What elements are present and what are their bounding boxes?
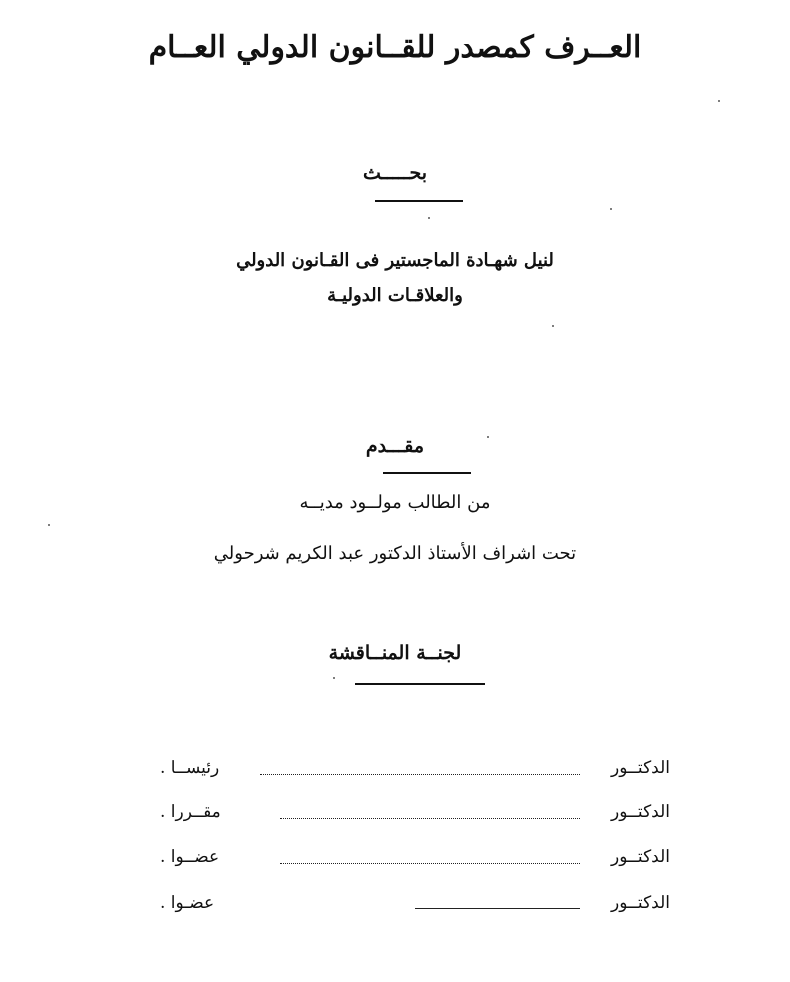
committee-member-row <box>160 847 670 877</box>
signature-line <box>260 774 580 775</box>
signature-line <box>280 818 580 819</box>
signature-line <box>280 863 580 864</box>
student-line: من الطالب مولــود مديــه <box>299 492 491 513</box>
signature-line <box>415 908 580 909</box>
presented-heading-underline <box>383 472 471 474</box>
scan-speck <box>487 436 489 438</box>
degree-purpose-line-1: لنيل شهـادة الماجستير فى القـانون الدولي <box>236 250 554 271</box>
member-role: مقــررا . <box>160 802 221 822</box>
member-title: الدكتــور <box>610 802 670 822</box>
committee-heading-underline <box>355 683 485 685</box>
presented-heading: مقـــدم <box>365 435 425 457</box>
member-role: رئيســا . <box>160 758 220 778</box>
member-title: الدكتــور <box>610 847 670 867</box>
committee-member-row <box>160 893 670 923</box>
scan-speck <box>552 325 554 327</box>
member-role: عضــوا . <box>160 847 220 867</box>
scan-speck <box>428 217 430 219</box>
committee-member-row <box>160 758 670 788</box>
member-title: الدكتــور <box>610 758 670 778</box>
supervisor-line: تحت اشراف الأستاذ الدكتور عبد الكريم شرحولي <box>213 543 577 564</box>
scan-speck <box>333 677 335 679</box>
scan-speck <box>48 524 50 526</box>
scan-speck <box>718 100 720 102</box>
research-heading-underline <box>375 200 463 202</box>
member-role: عضـوا . <box>160 893 215 913</box>
document-title: العــرف كمصدر للقــانون الدولي العــام <box>148 30 642 65</box>
research-heading: بحـــــث <box>362 162 428 184</box>
degree-purpose-line-2: والعلاقـات الدوليـة <box>327 285 463 306</box>
member-title: الدكتــور <box>610 893 670 913</box>
scan-speck <box>610 208 612 210</box>
committee-member-row <box>160 802 670 832</box>
committee-heading: لجنــة المنــاقشة <box>328 642 462 664</box>
